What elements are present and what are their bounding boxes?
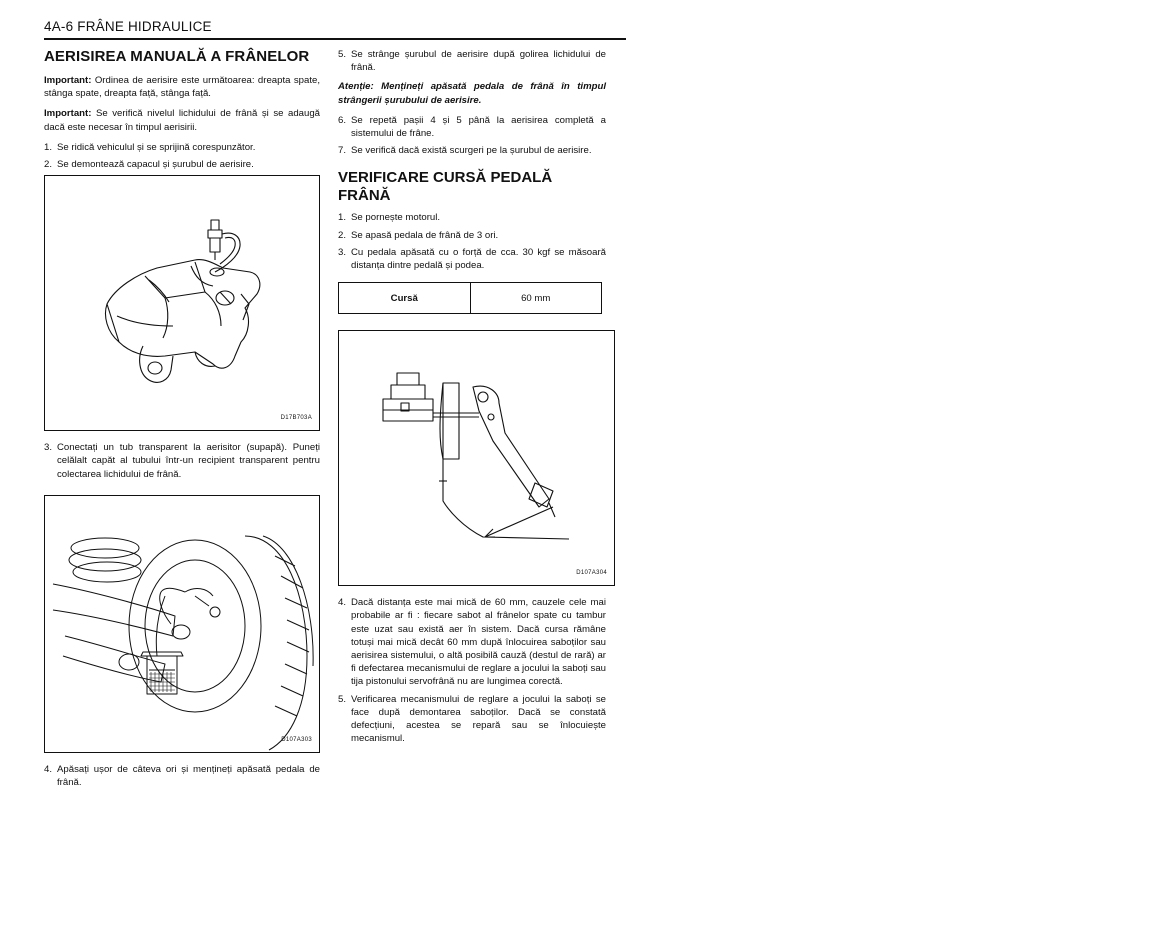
step-number: 7. (338, 145, 347, 157)
step-text: Cu pedala apăsată cu o forță de cca. 30 kgf se măsoară distanța dintre pedală și podea. (351, 246, 606, 272)
step-number: 3. (338, 246, 347, 258)
steps-list (44, 141, 320, 171)
step-text: Dacă distanța este mai mică de 60 mm, cauzele cele mai probabile ar fi : fiecare sabot al frânelor spate cu tambur este uzat sau există aer în sistem. Dacă cursa rămâne totuși mai mică decât 60 mm după înlocuirea saboților sau aerisirea sistemului, o altă posibilă cauză (destul de rară) ar fi defectarea mecanismului de reglare a jocului la saboți sau tija pistonului servofrânǎ nu are lungimea corectă. (351, 597, 606, 688)
step-number: 3. (44, 442, 53, 454)
steps-list (44, 441, 320, 481)
list-item (338, 48, 606, 74)
list-item (338, 211, 606, 224)
step-text: Se ridică vehiculul și se sprijină corespunzător. (57, 141, 256, 153)
step-number: 2. (44, 159, 53, 171)
page-header-title: 4A-6 FRÂNE HIDRAULICE (44, 19, 212, 34)
steps-list (44, 763, 320, 789)
list-item (338, 596, 606, 688)
step-text: Se pornește motorul. (351, 212, 441, 224)
steps-list (338, 596, 606, 745)
important-text: Ordinea de aerisire este următoarea: dreapta spate, stânga spate, dreapta față, stânga față. (44, 75, 320, 100)
list-item (338, 693, 606, 746)
step-number: 6. (338, 114, 347, 126)
list-item (338, 144, 606, 157)
step-text: Se verifică dacă există scurgeri pe la șurubul de aerisire. (351, 145, 592, 157)
left-column (44, 48, 320, 793)
section-heading-manual-bleeding: AERISIREA MANUALĂ A FRÂNELOR (44, 48, 310, 65)
steps-list (338, 114, 606, 158)
attention-note: Atenție: Mențineți apăsată pedala de frână în timpul strângerii șurubului de aerisire. (338, 81, 606, 106)
step-number: 1. (44, 141, 53, 153)
list-item (338, 229, 606, 242)
step-text: Se repetă pașii 4 și 5 până la aerisirea completă a sistemului de frâne. (351, 114, 606, 140)
step-number: 5. (338, 693, 347, 705)
list-item (338, 246, 606, 272)
spec-value: 60 mm (470, 283, 602, 314)
right-column (338, 48, 606, 749)
spec-label: Cursă (339, 283, 471, 314)
list-item (44, 158, 320, 171)
step-text: Apăsați ușor de câteva ori și mențineți apăsată pedala de frână. (57, 763, 320, 789)
step-number: 4. (338, 597, 347, 609)
steps-list (338, 48, 606, 74)
step-text: Se strânge șurubul de aerisire după golirea lichidului de frână. (351, 49, 606, 74)
important-note-fluid (44, 107, 320, 133)
brake-caliper-illustration (45, 176, 319, 430)
step-text: Se apasă pedala de frână de 3 ori. (351, 229, 499, 241)
list-item (44, 141, 320, 154)
figure-brake-caliper (44, 175, 320, 431)
figure-code: D17B703A (280, 415, 312, 422)
spec-table (338, 282, 602, 314)
step-number: 5. (338, 49, 347, 60)
figure-pedal-travel (338, 330, 615, 586)
list-item (44, 441, 320, 481)
important-note-order (44, 74, 320, 100)
list-item (338, 114, 606, 140)
step-text: Verificarea mecanismului de reglare a jocului la saboți se face după demontarea saboților. Dacă se constată defecțiuni, acestea se repară sau se înlocuiește mecanismul. (351, 693, 606, 745)
page-header (44, 18, 626, 40)
section-heading-pedal-travel: VERIFICARE CURSĂ PEDALĂ FRÂNĂ (338, 169, 553, 205)
figure-code: D107A303 (281, 736, 312, 743)
figure-wheel-bleeding (44, 495, 320, 753)
pedal-travel-illustration (339, 331, 614, 585)
step-number: 1. (338, 212, 347, 224)
steps-list (338, 211, 606, 272)
table-row (339, 283, 602, 314)
important-label: Important: (44, 75, 92, 86)
list-item (44, 763, 320, 789)
figure-code: D107A304 (576, 570, 607, 577)
step-number: 4. (44, 763, 53, 775)
wheel-bleeding-illustration (45, 496, 319, 752)
important-label: Important: (44, 108, 92, 120)
step-text: Conectați un tub transparent la aerisitor (supapă). Puneți celălalt capăt al tubului într-un recipient transparent pentru colectarea lichidului de frână. (57, 442, 320, 480)
step-number: 2. (338, 229, 347, 241)
important-text: Se verifică nivelul lichidului de frână și se adaugă dacă este necesar în timpul aerisirii. (44, 108, 320, 133)
step-text: Se demontează capacul și șurubul de aerisire. (57, 159, 254, 171)
